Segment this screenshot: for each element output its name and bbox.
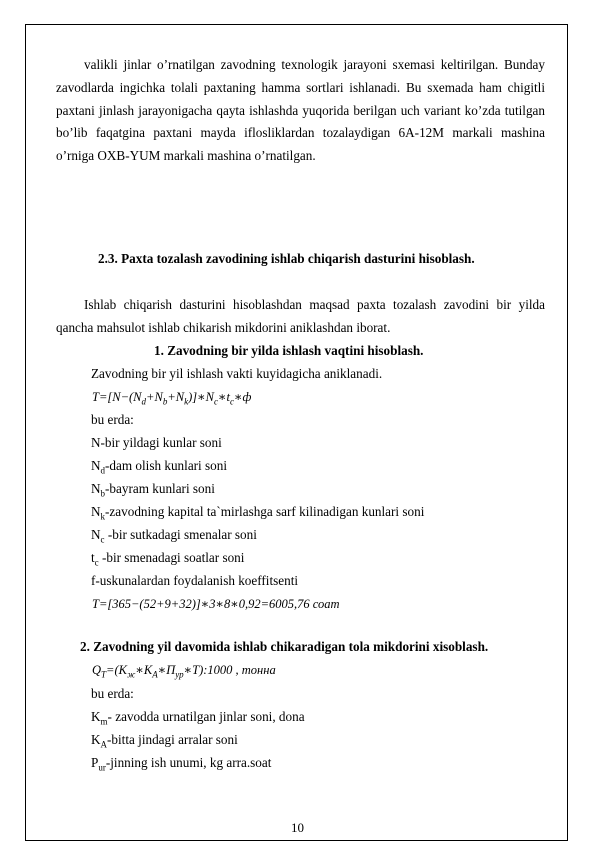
def-usage-coef: f-uskunalardan foydalanish koeffitsenti xyxy=(91,573,299,588)
def-repair-days: $N_k$-zavodning kapital ta`mirlashga sarf kilinadigan kunlari soni xyxy=(91,504,425,522)
subheading-work-time: 1. Zavodning bir yilda ishlash vaqtini hisoblash. xyxy=(154,343,424,358)
subheading-fiber-amount: 2. Zavodning yil davomida ishlab chikaradigan tola mikdorini xisoblash. xyxy=(80,639,489,654)
def-shifts: $N_c$ -bir sutkadagi smenalar soni xyxy=(91,527,257,545)
formula-work-time: $T=[N-(N_d+N_b+N_k)]∗N_c∗t_c∗ф$ xyxy=(92,390,252,407)
purpose-paragraph: Ishlab chiqarish dasturini hisoblashdan maqsad paxta tozalash zavodini bir yilda qancha mahsulot ishlab chikarish mikdorini aniklashdan iborat. xyxy=(56,297,545,335)
bu-erda-label-2: bu erda: xyxy=(91,686,134,701)
bu-erda-label: bu erda: xyxy=(91,412,134,427)
formula-fiber-amount: $Q_T=(K_ж∗K_А∗П_{ур}∗T):1000$ , тонна xyxy=(92,663,276,680)
def-saws-count: $K_A$-bitta jindagi arralar soni xyxy=(91,732,238,750)
section-heading: 2.3. Paxta tozalash zavodining ishlab chiqarish dasturini hisoblash. xyxy=(98,251,475,266)
def-shift-hours: $t_c$ -bir smenadagi soatlar soni xyxy=(91,550,245,568)
def-days-year: N-bir yildagi kunlar soni xyxy=(91,435,222,450)
def-gins-count: $K_m-$ zavodda urnatilgan jinlar soni, dona xyxy=(91,709,305,727)
def-gin-productivity: $P_{ur}$-jinning ish unumi, kg arra.soat xyxy=(91,755,272,773)
page-number: 10 xyxy=(291,820,304,835)
def-rest-days: $N_d$-dam olish kunlari soni xyxy=(91,458,228,476)
intro-paragraph: valikli jinlar o’rnatilgan zavodning texnologik jarayoni sxemasi keltirilgan. Bunday zavodlarda ingichka tolali paxtaning hamma sortlari ishlanadi. Bu sxemada ham chigitli paxtani jinlash jarayonigacha qayta ishlashda yuqorida berilgan uch variant ko’zda tutilgan bo’lib faqatgina paxtani mayda iflosliklardan tozalaydigan 6A-12M markali mashina o’rniga OXB-YUM markali mashina o’rnatilgan. xyxy=(56,57,545,164)
def-holidays: $N_b$-bayram kunlari soni xyxy=(91,481,215,499)
work-time-intro: Zavodning bir yil ishlash vakti kuyidagicha aniklanadi. xyxy=(91,366,383,381)
formula-work-time-result: T=[365−(52+9+32)]∗3∗8∗0,92=6005,76 соат xyxy=(92,597,340,611)
